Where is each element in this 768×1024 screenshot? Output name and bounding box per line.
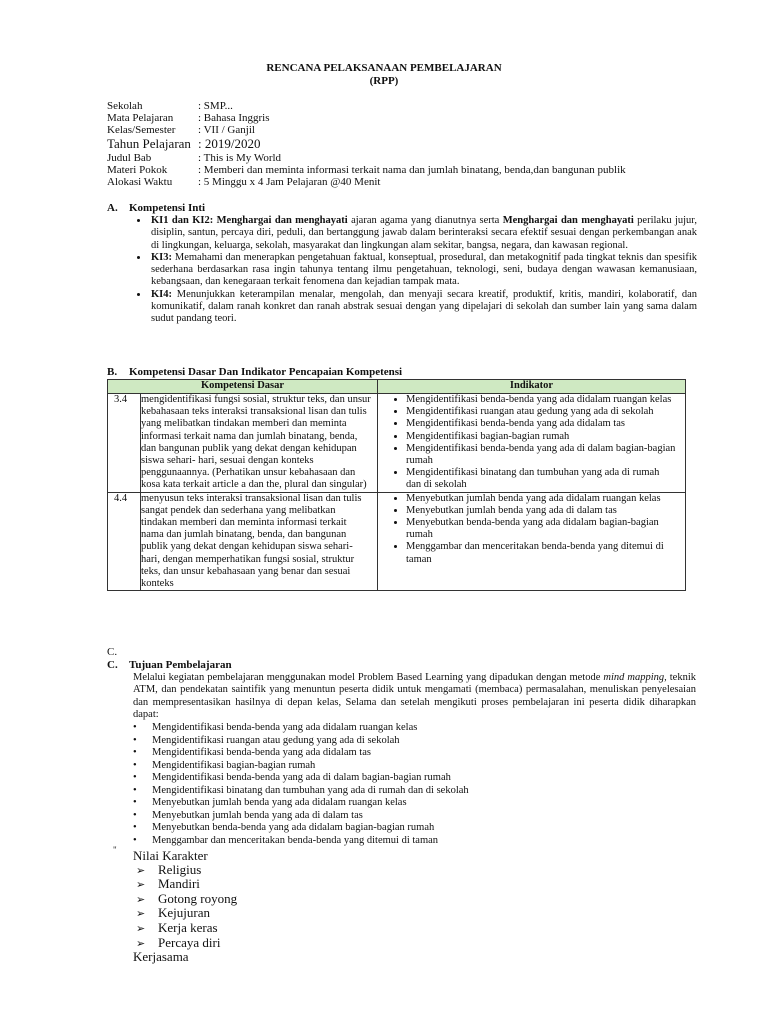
kd-number: 3.4 — [108, 394, 141, 493]
document-subtitle: (RPP) — [369, 75, 399, 87]
ki-item — [149, 289, 697, 326]
identity-label: Kelas/Semester — [107, 124, 176, 136]
section-number: B. — [107, 366, 118, 378]
list-item — [133, 921, 237, 936]
goal-text: Mengidentifikasi binatang dan tumbuhan yang ada di rumah dan di sekolah — [152, 784, 469, 796]
ki-bold: Menghargai dan menghayati — [216, 215, 348, 226]
tujuan-intro — [133, 672, 696, 722]
arrow-icon: ➢ — [136, 921, 146, 935]
ki-item — [149, 215, 697, 252]
section-number: A. — [107, 202, 118, 214]
list-item — [133, 772, 469, 785]
list-item — [133, 906, 237, 921]
column-header-indikator: Indikator — [378, 380, 686, 394]
stray-mark: " — [113, 845, 117, 855]
ki-bold: Menghargai dan menghayati — [502, 215, 634, 226]
list-item — [133, 822, 469, 835]
list-item — [133, 892, 237, 907]
indicator-item: • Menyebutkan benda-benda yang ada didalam bagian-bagian rumah — [406, 517, 685, 541]
list-item — [133, 747, 469, 760]
ki-item — [149, 252, 697, 289]
indicator-item: • Mengidentifikasi binatang dan tumbuhan yang ada di rumah dan di sekolah — [406, 467, 685, 491]
indicator-item: • Mengidentifikasi benda-benda yang ada didalam ruangan kelas — [406, 394, 685, 406]
nilai-karakter — [133, 849, 237, 964]
identity-value: : This is My World — [198, 152, 282, 164]
nilai-title: Nilai Karakter — [133, 848, 208, 863]
identity-value: : VII / Ganjil — [198, 124, 255, 136]
ki-text: ajaran agama yang dianutnya serta — [347, 215, 503, 226]
bullet: • — [133, 809, 137, 821]
identity-row — [107, 112, 269, 124]
stray-section-letter: C. — [107, 646, 118, 658]
bullet: • — [133, 822, 137, 833]
list-item — [133, 810, 469, 823]
tujuan-list — [133, 722, 469, 847]
bullet: • — [133, 772, 137, 783]
identity-value: : 2019/2020 — [198, 136, 261, 151]
arrow-icon: ➢ — [136, 863, 146, 877]
indicator-item: • Mengidentifikasi benda-benda yang ada didalam tas — [406, 418, 685, 430]
identity-row — [107, 100, 233, 112]
list-item — [133, 735, 469, 748]
kompetensi-inti-list — [127, 215, 697, 326]
table-row — [108, 492, 686, 591]
kd-number: 4.4 — [108, 492, 141, 591]
identity-label: Mata Pelajaran — [107, 112, 174, 124]
table-row — [108, 394, 686, 493]
list-item — [133, 785, 469, 798]
bullet: • — [133, 734, 137, 746]
bullet: • — [133, 784, 137, 796]
nilai-text: Mandiri — [158, 876, 200, 892]
ki-text: Memahami dan menerapkan pengetahuan faktual, konseptual, prosedural, dan metakognitif pada tingkat teknis dan spesifik sederhana berdasarkan rasa ingin tahunya tentang ilmu pengetahuan, teknologi, seni, budaya dengan wawasan kemanusiaan, kebangsaan, dan kenegaraan terkait fenomena dan kejadian tampak mata. — [151, 251, 697, 288]
kd-text: menyusun teks interaksi transaksional lisan dan tulis sangat pendek dan sederhana yang melibatkan tindakan memberi dan meminta informasi terkait nama dan jumlah binatang, benda, dan bangunan publik yang dekat dengan kehidupan siswa sehari-hari, dengan memperhatikan fungsi sosial, struktur teks, dan unsur kebahasaan yang benar dan sesuai konteks — [141, 492, 378, 591]
list-item — [133, 835, 469, 848]
bullet: • — [133, 797, 137, 808]
indicator-cell — [378, 394, 686, 493]
nilai-text: Kerja keras — [158, 919, 218, 935]
indicator-item: • Mengidentifikasi benda-benda yang ada di dalam bagian-bagian rumah — [406, 443, 685, 467]
identity-label: Tahun Pelajaran — [107, 136, 191, 151]
identity-value: : Memberi dan meminta informasi terkait nama dan jumlah binatang, benda,dan bangunan publik — [198, 164, 626, 176]
identity-row — [107, 124, 255, 136]
goal-text: Menyebutkan jumlah benda yang ada didalam ruangan kelas — [152, 797, 407, 808]
arrow-icon: ➢ — [136, 936, 146, 950]
identity-row — [107, 176, 380, 188]
bullet: • — [133, 722, 137, 733]
indicator-item: • Mengidentifikasi bagian-bagian rumah — [406, 431, 685, 443]
goal-text: Mengidentifikasi benda-benda yang ada di dalam bagian-bagian rumah — [152, 772, 451, 783]
goal-text: Mengidentifikasi ruangan atau gedung yang ada di sekolah — [152, 734, 400, 746]
bullet: • — [133, 834, 137, 846]
intro-italic: mind mapping, — [603, 672, 667, 683]
indicator-item: • Menyebutkan jumlah benda yang ada di dalam tas — [406, 505, 685, 517]
section-c-heading — [107, 659, 232, 671]
kompetensi-table — [107, 379, 686, 591]
bullet: • — [133, 747, 137, 758]
arrow-icon: ➢ — [136, 892, 146, 906]
list-item — [133, 877, 237, 892]
nilai-last: Kerjasama — [133, 949, 189, 965]
list-item — [133, 797, 469, 810]
goal-text: Mengidentifikasi bagian-bagian rumah — [152, 759, 316, 771]
intro-text: teknik ATM, dan pendekatan saintifik yang menuntun peserta didik untuk mengamati (membaca) permasalahan, menuliskan penyelesaian dan mempresentasikan hasilnya di depan kelas, Selama dan setelah mengikuti proses pembelajaran ini peserta didik diharapkan dapat: — [133, 672, 697, 721]
section-a-heading — [107, 202, 205, 214]
goal-text: Mengidentifikasi benda-benda yang ada didalam ruangan kelas — [152, 722, 418, 733]
ki-text: Menunjukkan keterampilan menalar, mengolah, dan menyaji secara kreatif, produktif, kritis, mandiri, kolaboratif, dan komunikatif, dalam ranah konkret dan ranah abstrak sesuai dengan yang dipelajari di sekolah dan sumber lain yang sama dalam sudut pandang teori. — [151, 288, 697, 325]
identity-value: : 5 Minggu x 4 Jam Pelajaran @40 Menit — [198, 176, 381, 188]
arrow-icon: ➢ — [136, 907, 146, 921]
nilai-text: Kejujuran — [158, 905, 210, 921]
ki-label: KI1 dan KI2: — [151, 215, 214, 226]
column-header-kd: Kompetensi Dasar — [108, 380, 378, 394]
document-title: RENCANA PELAKSANAAN PEMBELAJARAN — [266, 62, 502, 74]
ki-label: KI3: — [151, 251, 172, 263]
identity-label: Sekolah — [107, 100, 143, 112]
list-item — [133, 863, 237, 878]
goal-text: Menggambar dan menceritakan benda-benda yang ditemui di taman — [152, 834, 439, 846]
identity-row — [107, 164, 626, 176]
indicator-cell — [378, 492, 686, 591]
indicator-item: • Menggambar dan menceritakan benda-benda yang ditemui di taman — [406, 541, 685, 565]
nilai-text: Percaya diri — [158, 934, 221, 950]
list-item — [133, 760, 469, 773]
ki-text: perilaku jujur, disiplin, santun, percaya diri, peduli, dan bertanggung jawab dalam berinteraksi secara efektif sesuai dengan perkembangan anak di lingkungan, keluarga, sekolah, masyarakat dan lingkungan alam sekitar, bangsa, negara, dan kawasan regional. — [151, 215, 698, 251]
identity-row — [107, 137, 260, 151]
section-number: C. — [107, 659, 118, 671]
nilai-text: Religius — [158, 861, 202, 877]
ki-label: KI4: — [151, 288, 172, 300]
section-b-heading — [107, 366, 402, 378]
identity-row — [107, 152, 281, 164]
identity-label: Judul Bab — [107, 152, 152, 164]
kd-text: mengidentifikasi fungsi sosial, struktur teks, dan unsur kebahasaan teks interaksi transaksional lisan dan tulis yang melibatkan tindakan memberi dan meminta informasi terkait nama dan jumlah binatang, benda, dan bangunan publik yang dekat dengan kehidupan siswa sehari- hari, sesuai dengan konteks penggunaannya. (Perhatikan unsur kebahasaan dan kosa kata terkait article a dan the, plural dan singular) — [141, 394, 378, 493]
arrow-icon: ➢ — [136, 878, 146, 892]
nilai-text: Gotong royong — [158, 890, 238, 906]
identity-label: Alokasi Waktu — [107, 176, 173, 188]
goal-text: Mengidentifikasi benda-benda yang ada didalam tas — [152, 747, 371, 758]
list-item — [133, 722, 469, 735]
intro-text: Melalui kegiatan pembelajaran menggunakan model Problem Based Learning yang dipadukan dengan metode — [133, 672, 604, 683]
identity-value: : SMP... — [198, 100, 233, 112]
goal-text: Menyebutkan benda-benda yang ada didalam bagian-bagian rumah — [152, 822, 435, 833]
section-title: Kompetensi Dasar Dan Indikator Pencapaian Kompetensi — [129, 366, 403, 378]
identity-label: Materi Pokok — [107, 164, 168, 176]
identity-value: : Bahasa Inggris — [198, 112, 270, 124]
list-item — [133, 936, 237, 951]
section-title: Tujuan Pembelajaran — [129, 659, 232, 671]
indicator-item: • Menyebutkan jumlah benda yang ada didalam ruangan kelas — [406, 493, 685, 505]
section-title: Kompetensi Inti — [129, 202, 206, 214]
indicator-item: • Mengidentifikasi ruangan atau gedung yang ada di sekolah — [406, 406, 685, 418]
goal-text: Menyebutkan jumlah benda yang ada di dalam tas — [152, 809, 363, 821]
bullet: • — [133, 759, 137, 771]
